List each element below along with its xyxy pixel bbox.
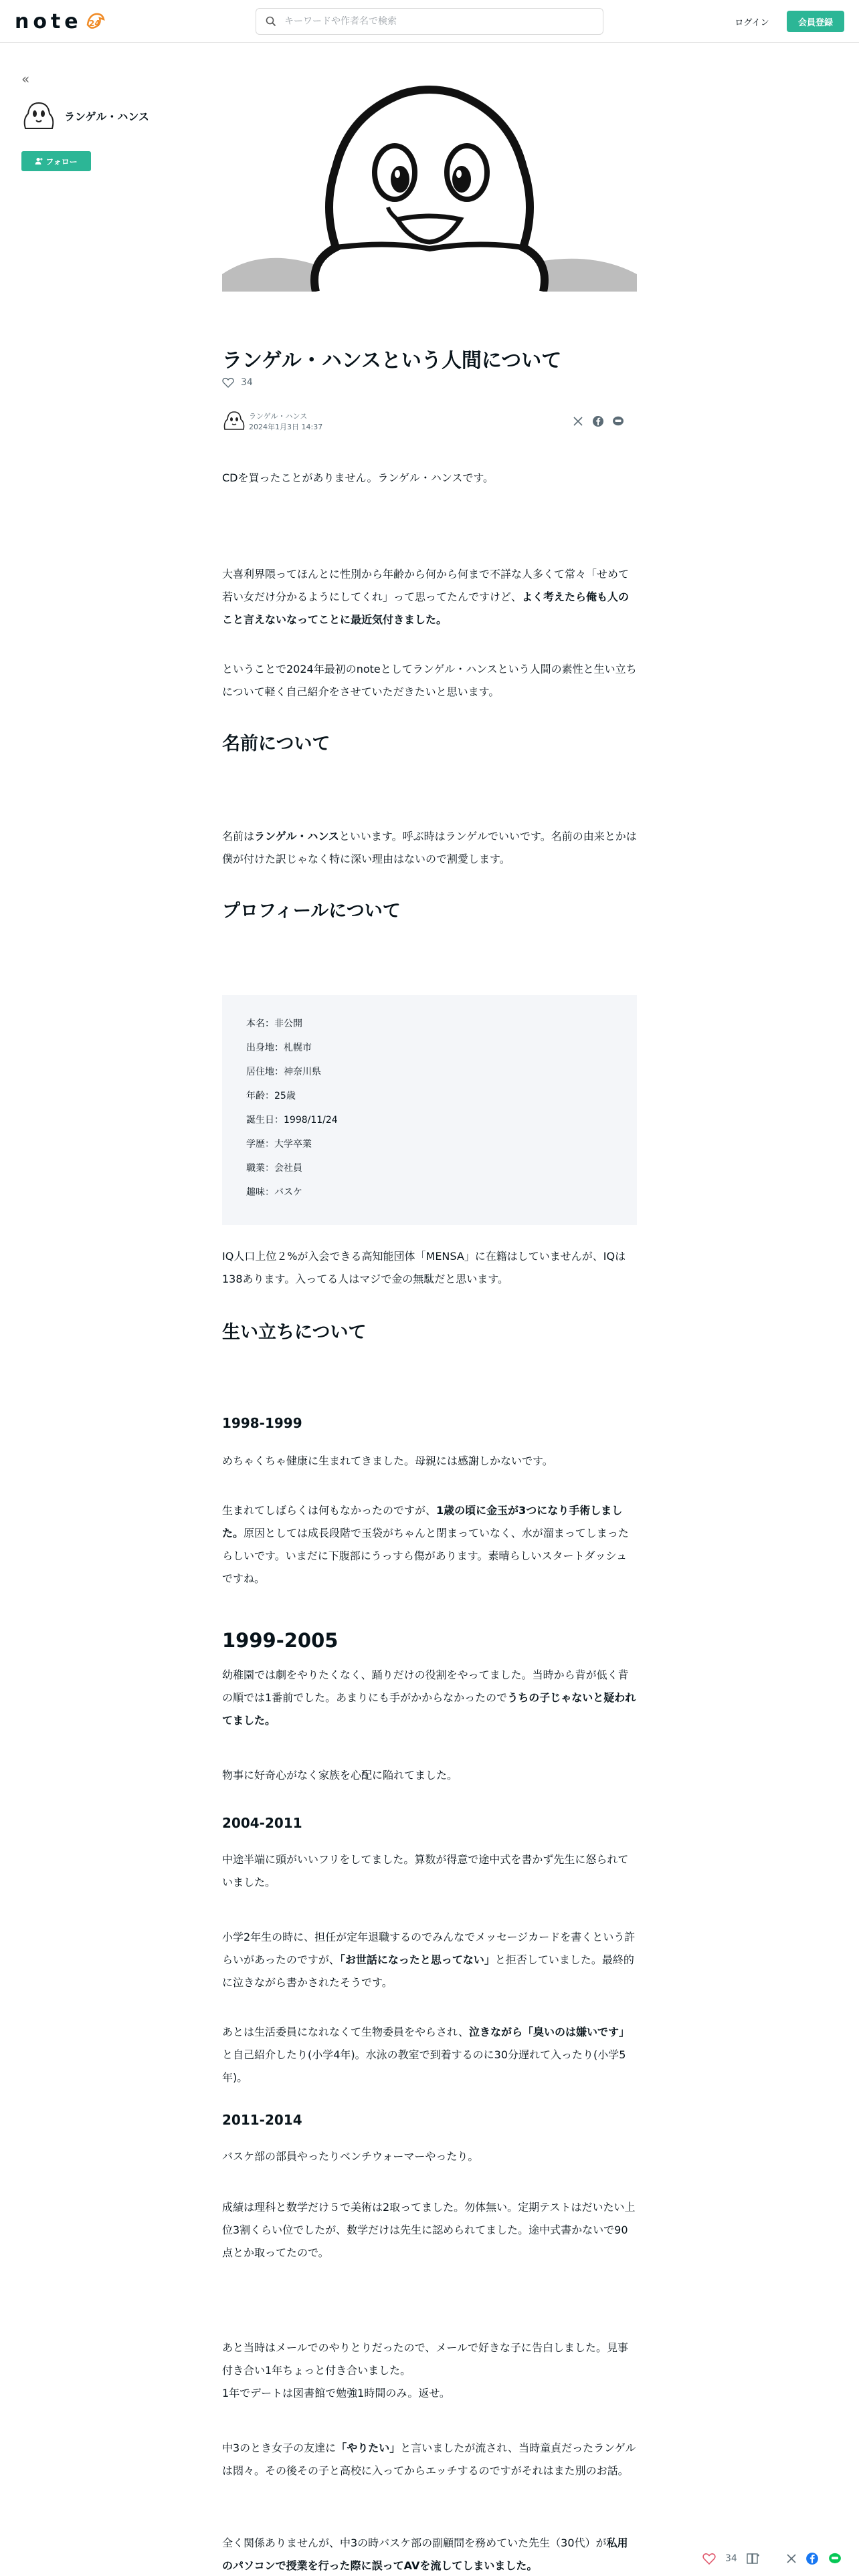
facebook-share-icon[interactable] xyxy=(591,415,605,428)
paragraph-2011-confession xyxy=(222,2337,637,2405)
text: と言いましたが流され、当時童貞だったランゲルは悶々。その後その子と高校に入ってからエッチするのですがそれはまた別のお話。 xyxy=(222,2442,636,2477)
paragraph-oogiri xyxy=(222,563,637,631)
paragraph-1999-curiosity: 物事に好奇心がなく家族を心配に陥れてました。 xyxy=(222,1769,458,1782)
profile-box xyxy=(222,995,637,1225)
paragraph-2011-grades: 成績は理科と数学だけ５で美術は2取ってました。勿体無い。定期テストはだいたい上位3割くらい位でしたが、数学だけは先生に認められてました。途中式書かないで90点とか取ってたので。 xyxy=(222,2201,636,2259)
svg-text:24: 24 xyxy=(88,19,100,28)
paragraph-2011-teacher xyxy=(222,2532,637,2576)
search-input[interactable] xyxy=(284,16,579,27)
hero-image xyxy=(222,74,637,292)
text: 1年でデートは図書館で勉強1時間のみ。返せ。 xyxy=(222,2387,450,2399)
article-title: ランゲル・ハンスという人間について xyxy=(222,349,562,372)
heading-1998: 1998-1999 xyxy=(222,1415,302,1431)
bold-text: 「お世話になったと思ってない」 xyxy=(339,1953,495,1966)
bold-text: うちの子じゃないと疑われてました。 xyxy=(222,1691,636,1727)
facebook-share-icon[interactable] xyxy=(805,2552,819,2565)
byline-author[interactable]: ランゲル・ハンス xyxy=(249,412,308,421)
profile-row: 学歴：大学卒業 xyxy=(246,1139,312,1150)
text: 大喜利界隈ってほんとに性別から年齢から何から何まで不詳な人多くて常々「せめて若い女だけ分かるようにしてくれ」って思ってたんですけど、 xyxy=(222,568,630,603)
paragraph-intro: CDを買ったことがありません。ランゲル・ハンスです。 xyxy=(222,471,494,484)
bold-text: 「やりたい」 xyxy=(336,2442,401,2454)
profile-row: 出身地：札幌市 xyxy=(246,1043,312,1053)
heading-2004: 2004-2011 xyxy=(222,1815,302,1831)
bold-text: ランゲル・ハンス xyxy=(254,830,339,843)
text: あと当時はメールでのやりとりだったので、メールで好きな子に告白しました。見事付き合い1年ちょっと付き合いました。 xyxy=(222,2341,629,2377)
logo-text: note xyxy=(15,9,82,33)
text: 生まれてしばらくは何もなかったのですが、 xyxy=(222,1504,437,1517)
add-user-icon xyxy=(35,157,43,165)
like-count: 34 xyxy=(241,377,253,388)
search-box[interactable] xyxy=(256,8,603,35)
profile-row: 居住地：神奈川県 xyxy=(246,1067,321,1077)
site-header xyxy=(0,0,859,43)
bold-text: よく考えたら俺も人のこと言えないなってことに最近気付きました。 xyxy=(222,591,630,626)
floating-like-count: 34 xyxy=(725,2553,737,2564)
paragraph-iq: IQ人口上位２%が入会できる高知能団体「MENSA」に在籍はしていませんが、IQは138あります。入ってる人はマジで金の無駄だと思います。 xyxy=(222,1250,626,1285)
profile-row: 趣味：バスケ xyxy=(246,1187,302,1198)
dragon-badge-icon xyxy=(85,10,106,33)
profile-row: 本名：非公開 xyxy=(246,1018,302,1029)
paragraph-name xyxy=(222,825,637,871)
bold-text: 泣きながら「臭いのは嫌いです」 xyxy=(468,2026,630,2038)
heading-2011: 2011-2014 xyxy=(222,2112,302,2128)
heading-name: 名前について xyxy=(222,734,330,754)
text: と拒否していました。最終的に泣きながら書かされたそうです。 xyxy=(222,1953,634,1989)
profile-row: 職業：会社員 xyxy=(246,1163,302,1174)
text: 中3のとき女子の友達に xyxy=(222,2442,337,2454)
text: と自己紹介したり(小学4年)。水泳の教室で到着するのに30分遅れて入ったり(小学5年)。 xyxy=(222,2048,626,2084)
text: 幼稚園では劇をやりたくなく、踊りだけの役割をやってました。当時から背が低く背の順では1番前でした。あまりにも手がかからなかったので xyxy=(222,1669,629,1704)
paragraph-2004-card xyxy=(222,1926,637,1994)
x-share-icon[interactable] xyxy=(571,415,585,428)
text: 小学2年生の時に、担任が定年退職するのでみんなでメッセージカードを書くという許らいがあったのですが、 xyxy=(222,1931,636,1966)
paragraph-2011-friend xyxy=(222,2437,637,2482)
follow-button[interactable] xyxy=(21,151,91,171)
text: 全く関係ありませんが、中3の時バスケ部の副顧問を務めていた先生（30代）が xyxy=(222,2537,607,2549)
heart-icon[interactable] xyxy=(222,377,234,388)
paragraph-2004: 中途半端に頭がいいフリをしてました。算数が得意で途中式を書かず先生に怒られていました。 xyxy=(222,1853,629,1889)
collapse-sidebar-icon[interactable]: « xyxy=(21,71,30,87)
paragraph-1998-surgery xyxy=(222,1499,637,1590)
article xyxy=(222,74,637,2572)
bold-text: 私用のパソコンで授業を行った際に誤ってAVを流してしまいました。 xyxy=(222,2537,628,2572)
profile-row: 誕生日：1998/11/24 xyxy=(246,1115,338,1125)
heading-1999: 1999-2005 xyxy=(222,1629,339,1652)
profile-row: 年齢：25歳 xyxy=(246,1091,296,1101)
sidebar-author-name[interactable]: ランゲル・ハンス xyxy=(64,110,149,123)
paragraph-purpose: ということで2024年最初のnoteとしてランゲル・ハンスという人間の素性と生い立ちについて軽く自己紹介をさせていただきたいと思います。 xyxy=(222,663,637,698)
text: といいます。呼ぶ時はランゲルでいいです。名前の由来とかは僕が付けた訳じゃなく特に深い理由はないので割愛します。 xyxy=(222,830,637,865)
text: 名前は xyxy=(222,830,255,843)
bold-text: 1歳の頃に金玉が3つになり手術しました。 xyxy=(222,1504,623,1539)
heading-history: 生い立ちについて xyxy=(222,1322,367,1343)
follow-label: フォロー xyxy=(45,156,78,167)
x-share-icon[interactable] xyxy=(787,2554,796,2563)
heart-icon[interactable] xyxy=(702,2553,716,2565)
magazine-add-icon[interactable] xyxy=(747,2553,760,2565)
byline-avatar[interactable] xyxy=(222,409,246,432)
paragraph-1998: めちゃくちゃ健康に生まれてきました。母親には感謝しかないです。 xyxy=(222,1455,553,1467)
signup-button[interactable]: 会員登録 xyxy=(787,11,844,32)
line-share-icon[interactable] xyxy=(828,2552,842,2565)
floating-action-bar xyxy=(702,2545,859,2572)
note-logo[interactable] xyxy=(15,9,106,33)
heading-profile: プロフィールについて xyxy=(222,901,401,922)
like-area[interactable] xyxy=(222,377,253,388)
search-icon xyxy=(266,16,276,27)
michelin-mascot-illustration xyxy=(222,74,637,292)
text: 原因としては成長段階で玉袋がちゃんと閉まっていなく、水が溜まってしまったらしいです。いまだに下腹部にうっすら傷があります。素晴らしいスタートダッシュですね。 xyxy=(222,1527,629,1585)
byline-date: 2024年1月3日 14:37 xyxy=(249,423,323,431)
paragraph-2004-committee xyxy=(222,2021,637,2089)
login-button[interactable]: ログイン xyxy=(723,11,781,32)
author-avatar[interactable] xyxy=(20,99,59,132)
byline xyxy=(222,407,637,436)
paragraph-1999 xyxy=(222,1664,637,1732)
paragraph-2011: バスケ部の部員やったりベンチウォーマーやったり。 xyxy=(222,2150,479,2163)
text: あとは生活委員になれなくて生物委員をやらされ、 xyxy=(222,2026,469,2038)
line-share-icon[interactable] xyxy=(611,415,625,428)
